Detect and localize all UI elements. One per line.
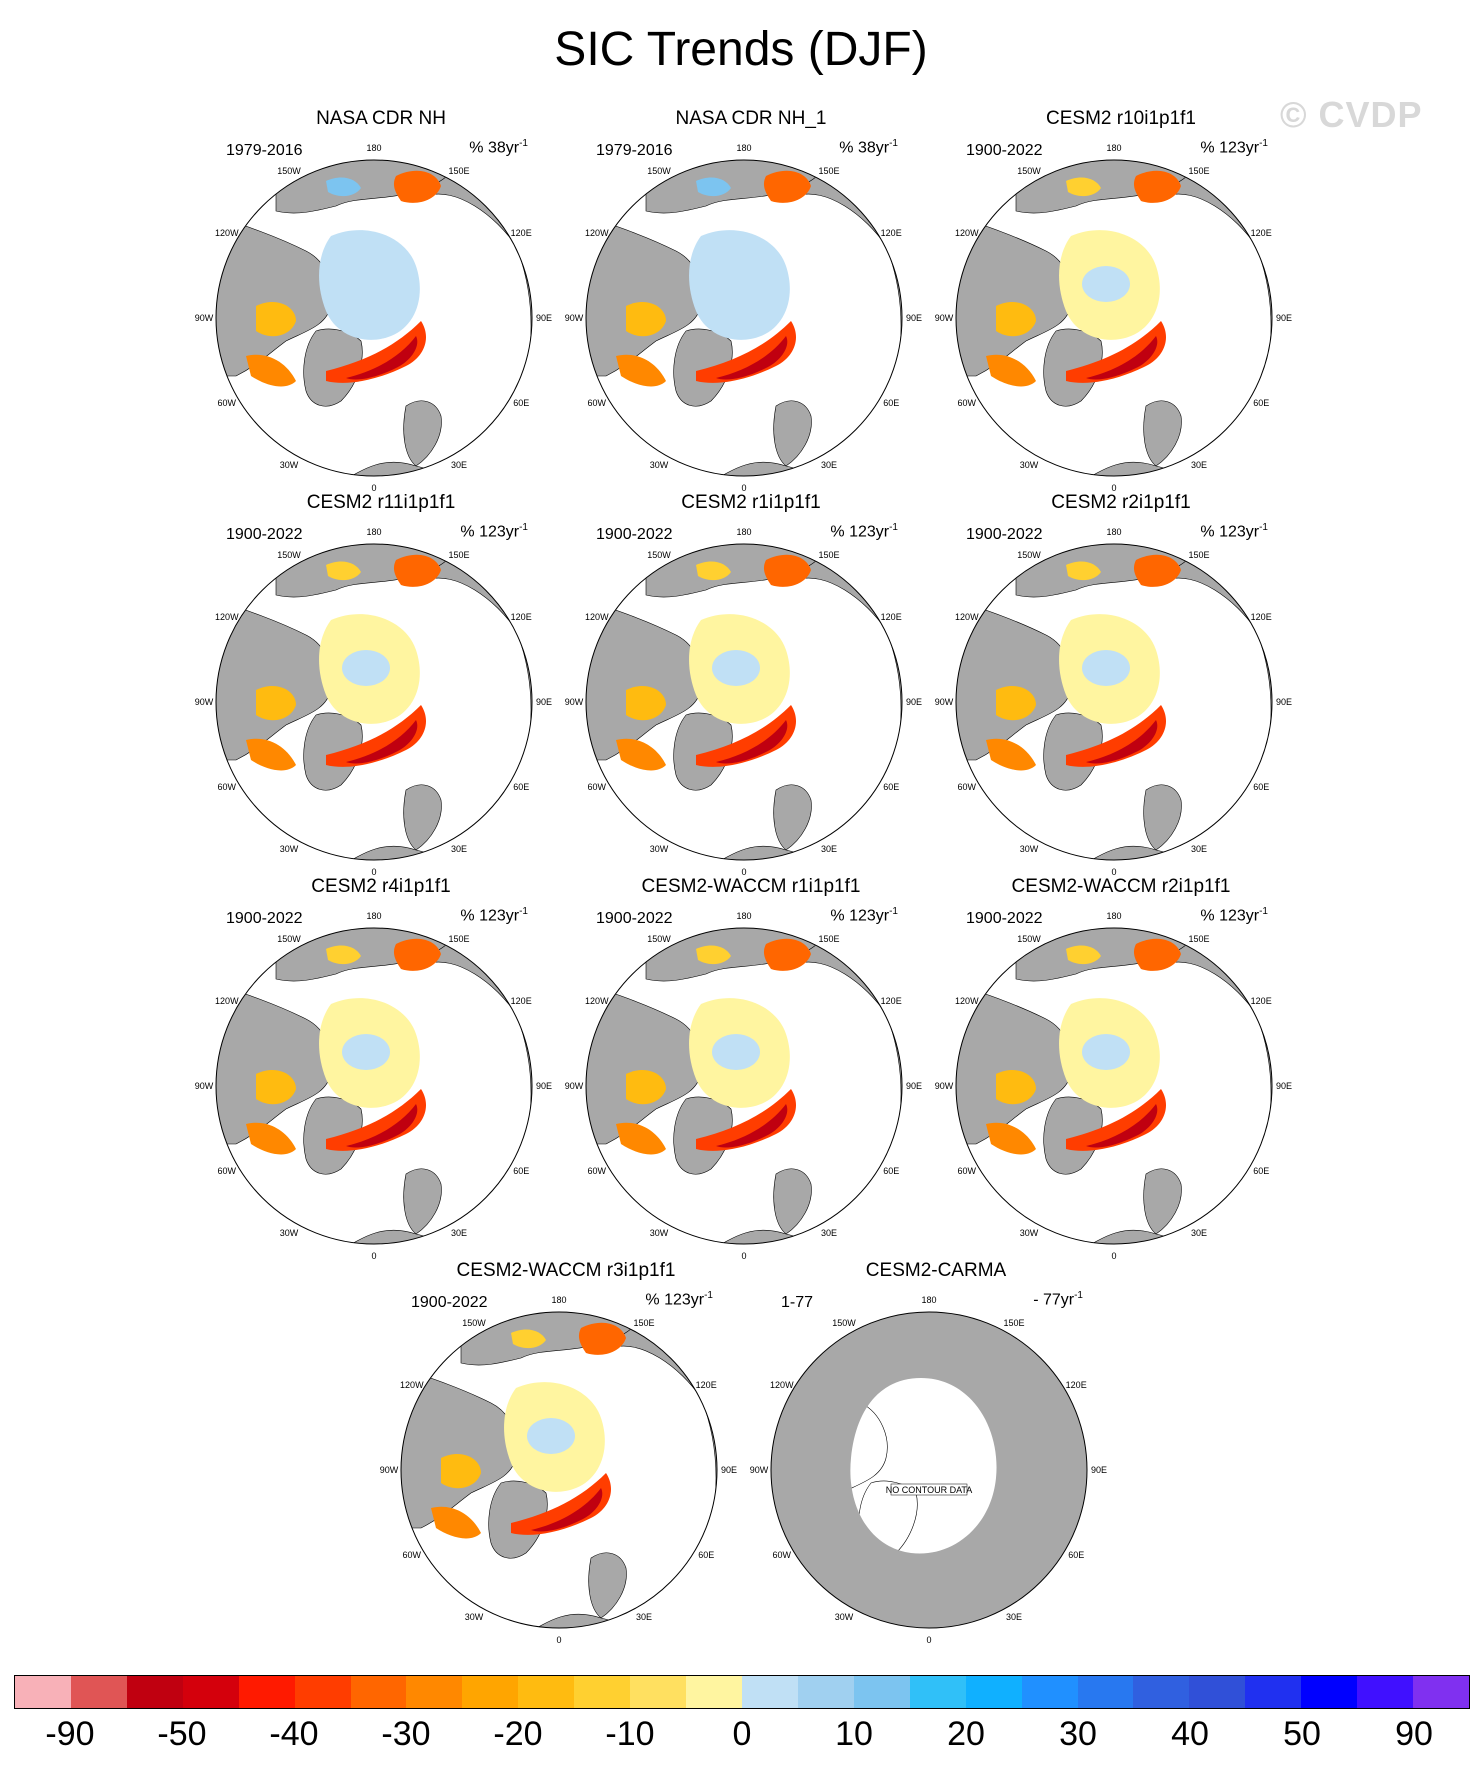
colorbar-swatch [1189, 1676, 1245, 1708]
panel-title: CESM2 r4i1p1f1 [311, 876, 451, 897]
longitude-label: 120E [880, 996, 902, 1006]
colorbar-swatch [15, 1676, 71, 1708]
colorbar-swatch [742, 1676, 798, 1708]
pole-region [1082, 1034, 1130, 1070]
longitude-label: 30W [279, 1228, 299, 1239]
longitude-label: 0 [1111, 483, 1117, 493]
longitude-label: 90W [194, 1081, 214, 1091]
panel-title: CESM2-WACCM r1i1p1f1 [641, 876, 861, 897]
map-panel [934, 492, 1306, 877]
page-title: SIC Trends (DJF) [554, 23, 928, 76]
longitude-label: 180 [736, 143, 752, 153]
colorbar-tick-label: 50 [1283, 1715, 1321, 1753]
colorbar-labels [14, 1715, 1470, 1755]
colorbar-swatch [574, 1676, 630, 1708]
longitude-label: 120E [1250, 228, 1272, 238]
panel-title: CESM2-CARMA [865, 1260, 1007, 1281]
longitude-label: 30E [820, 1228, 838, 1239]
longitude-label: 120E [1065, 1380, 1087, 1390]
longitude-label: 30E [1190, 1228, 1208, 1239]
map-body [206, 530, 546, 870]
colorbar-swatch [127, 1676, 183, 1708]
no-data-label: NO CONTOUR DATA [885, 1485, 973, 1495]
longitude-label: 30W [279, 460, 299, 471]
colorbar-tick-label: 0 [732, 1715, 752, 1753]
longitude-label: 60E [1253, 782, 1270, 792]
longitude-label: 120W [955, 996, 979, 1006]
longitude-label: 0 [371, 867, 377, 877]
panel-years: 1900-2022 [411, 1294, 488, 1311]
panel-units [830, 906, 898, 925]
longitude-label: 150W [647, 549, 671, 560]
longitude-label: 90W [379, 1465, 399, 1475]
longitude-label: 60W [587, 782, 607, 792]
map-panel [934, 876, 1306, 1261]
longitude-label: 30E [450, 844, 468, 855]
longitude-label: 90E [535, 313, 553, 323]
longitude-label: 0 [741, 1251, 747, 1261]
longitude-label: 90W [194, 697, 214, 707]
longitude-label: 180 [551, 1295, 567, 1305]
longitude-label: 60W [587, 398, 607, 408]
pole-region [1082, 650, 1130, 686]
longitude-label: 150W [277, 933, 301, 944]
longitude-label: 60W [217, 1166, 237, 1176]
longitude-label: 30W [649, 460, 669, 471]
longitude-label: 30E [1190, 460, 1208, 471]
longitude-label: 60E [1253, 398, 1270, 408]
longitude-label: 30E [820, 460, 838, 471]
panel-units [1033, 1290, 1083, 1309]
panel-title: CESM2 r1i1p1f1 [681, 492, 821, 513]
longitude-label: 180 [366, 911, 382, 921]
map-panel [564, 492, 936, 877]
colorbar-tick-label: 20 [947, 1715, 985, 1753]
pole-region [1082, 266, 1130, 302]
panel-years: 1979-2016 [596, 142, 673, 159]
longitude-label: 150E [1188, 933, 1210, 944]
longitude-label: 120E [880, 612, 902, 622]
longitude-label: 150E [448, 165, 470, 176]
longitude-label: 150E [1003, 1317, 1025, 1328]
longitude-label: 30W [464, 1612, 484, 1623]
colorbar-swatch [1245, 1676, 1301, 1708]
longitude-label: 150W [1017, 933, 1041, 944]
longitude-label: 0 [1111, 1251, 1117, 1261]
colorbar-tick-label: -10 [605, 1715, 655, 1753]
map-panel [194, 876, 566, 1261]
units-exponent: -1 [519, 522, 528, 533]
longitude-label: 30E [1005, 1612, 1023, 1623]
map-panel [194, 492, 566, 877]
longitude-label: 60E [1253, 1166, 1270, 1176]
longitude-label: 30W [1019, 460, 1039, 471]
colorbar-swatch [630, 1676, 686, 1708]
longitude-label: 180 [736, 527, 752, 537]
colorbar-swatch [966, 1676, 1022, 1708]
colorbar-swatch [1078, 1676, 1134, 1708]
longitude-label: 90E [535, 1081, 553, 1091]
units-exponent: -1 [889, 906, 898, 917]
panel-units [1200, 522, 1268, 541]
panel-title: CESM2 r11i1p1f1 [306, 492, 456, 513]
units-text: % 123yr [645, 1291, 705, 1309]
longitude-label: 90E [905, 313, 923, 323]
longitude-label: 90E [535, 697, 553, 707]
longitude-label: 0 [556, 1635, 562, 1645]
longitude-label: 30W [834, 1612, 854, 1623]
colorbar-swatch [518, 1676, 574, 1708]
longitude-label: 0 [371, 483, 377, 493]
panel-years: 1900-2022 [966, 910, 1043, 927]
longitude-label: 90E [1275, 1081, 1293, 1091]
longitude-label: 90W [749, 1465, 769, 1475]
longitude-label: 150W [647, 933, 671, 944]
units-text: % 123yr [830, 907, 890, 925]
map-panel [934, 108, 1306, 493]
colorbar-swatch [239, 1676, 295, 1708]
longitude-label: 60W [957, 398, 977, 408]
longitude-label: 120W [215, 996, 239, 1006]
watermark-logo: © CVDP [1280, 94, 1423, 135]
longitude-label: 60E [1068, 1550, 1085, 1560]
panel-title: NASA CDR NH [316, 108, 446, 129]
longitude-label: 30W [1019, 1228, 1039, 1239]
longitude-label: 90W [934, 1081, 954, 1091]
longitude-label: 90W [194, 313, 214, 323]
longitude-label: 90E [1275, 697, 1293, 707]
longitude-label: 150W [1017, 165, 1041, 176]
map-body [206, 914, 546, 1254]
longitude-label: 120W [215, 612, 239, 622]
longitude-label: 180 [1106, 143, 1122, 153]
units-text: % 38yr [839, 139, 890, 157]
colorbar-swatch [798, 1676, 854, 1708]
colorbar-tick-label: -90 [45, 1715, 95, 1753]
colorbar-swatch [1413, 1676, 1469, 1708]
colorbar-swatch [71, 1676, 127, 1708]
longitude-label: 30W [279, 844, 299, 855]
longitude-label: 120E [510, 612, 532, 622]
longitude-label: 150E [818, 933, 840, 944]
longitude-label: 90E [1090, 1465, 1108, 1475]
units-text: % 123yr [1200, 139, 1260, 157]
panel-title: CESM2 r2i1p1f1 [1051, 492, 1191, 513]
longitude-label: 30E [635, 1612, 653, 1623]
longitude-label: 120E [1250, 996, 1272, 1006]
map-body [391, 1298, 731, 1638]
map-body [946, 914, 1286, 1254]
longitude-label: 60W [957, 1166, 977, 1176]
colorbar-tick-label: 30 [1059, 1715, 1097, 1753]
longitude-label: 120W [585, 996, 609, 1006]
units-exponent: -1 [1074, 1290, 1083, 1301]
map-panel [749, 1260, 1121, 1645]
pole-region [712, 650, 760, 686]
longitude-label: 0 [741, 483, 747, 493]
longitude-label: 0 [926, 1635, 932, 1645]
longitude-label: 180 [366, 527, 382, 537]
colorbar-swatch [686, 1676, 742, 1708]
longitude-label: 30E [450, 460, 468, 471]
colorbar-tick-label: -20 [493, 1715, 543, 1753]
units-text: % 123yr [1200, 523, 1260, 541]
panel-years: 1979-2016 [226, 142, 303, 159]
longitude-label: 30W [649, 844, 669, 855]
pole-region [342, 1034, 390, 1070]
map-body [761, 1298, 1101, 1638]
longitude-label: 150E [448, 549, 470, 560]
longitude-label: 120E [695, 1380, 717, 1390]
map-body [206, 146, 546, 486]
longitude-label: 0 [1111, 867, 1117, 877]
longitude-label: 90E [905, 697, 923, 707]
longitude-label: 90E [1275, 313, 1293, 323]
units-exponent: -1 [889, 522, 898, 533]
colorbar-tick-label: 40 [1171, 1715, 1209, 1753]
longitude-label: 120W [400, 1380, 424, 1390]
longitude-label: 120E [510, 228, 532, 238]
units-exponent: -1 [704, 1290, 713, 1301]
units-text: % 123yr [830, 523, 890, 541]
colorbar-swatch [854, 1676, 910, 1708]
colorbar-swatch [1357, 1676, 1413, 1708]
units-text: % 123yr [1200, 907, 1260, 925]
colorbar-swatch [406, 1676, 462, 1708]
longitude-label: 150E [818, 165, 840, 176]
panel-title: CESM2-WACCM r3i1p1f1 [456, 1260, 676, 1281]
panel-units [469, 138, 528, 157]
longitude-label: 30W [649, 1228, 669, 1239]
panel-years: 1900-2022 [966, 526, 1043, 543]
longitude-label: 60E [513, 782, 530, 792]
pole-region [527, 1418, 575, 1454]
panel-years: 1900-2022 [226, 526, 303, 543]
colorbar [14, 1675, 1470, 1709]
longitude-label: 60W [217, 398, 237, 408]
panel-units [1200, 906, 1268, 925]
longitude-label: 120W [770, 1380, 794, 1390]
colorbar-tick-label: 90 [1395, 1715, 1433, 1753]
longitude-label: 90W [934, 313, 954, 323]
units-exponent: -1 [519, 138, 528, 149]
longitude-label: 150W [647, 165, 671, 176]
longitude-label: 60E [883, 398, 900, 408]
longitude-label: 60W [772, 1550, 792, 1560]
map-panel [379, 1260, 751, 1645]
pole-region [342, 650, 390, 686]
longitude-label: 90W [934, 697, 954, 707]
colorbar-tick-label: -30 [381, 1715, 431, 1753]
longitude-label: 150E [448, 933, 470, 944]
longitude-label: 60W [957, 782, 977, 792]
longitude-label: 90W [564, 1081, 584, 1091]
longitude-label: 180 [1106, 527, 1122, 537]
longitude-label: 30E [1190, 844, 1208, 855]
colorbar-swatch [183, 1676, 239, 1708]
longitude-label: 180 [921, 1295, 937, 1305]
longitude-label: 30E [820, 844, 838, 855]
longitude-label: 60E [883, 1166, 900, 1176]
pole-region [712, 266, 760, 302]
longitude-label: 150W [462, 1317, 486, 1328]
units-text: % 123yr [460, 907, 520, 925]
colorbar-swatch [1301, 1676, 1357, 1708]
longitude-label: 180 [1106, 911, 1122, 921]
longitude-label: 150W [277, 549, 301, 560]
longitude-label: 120W [585, 612, 609, 622]
units-exponent: -1 [889, 138, 898, 149]
units-text: - 77yr [1033, 1291, 1075, 1309]
units-exponent: -1 [1259, 138, 1268, 149]
colorbar-swatch [1022, 1676, 1078, 1708]
panel-units [460, 906, 528, 925]
longitude-label: 60W [587, 1166, 607, 1176]
panel-units [839, 138, 898, 157]
panel-years: 1900-2022 [596, 526, 673, 543]
units-exponent: -1 [1259, 906, 1268, 917]
longitude-label: 60W [402, 1550, 422, 1560]
longitude-label: 120W [955, 612, 979, 622]
longitude-label: 90W [564, 697, 584, 707]
units-exponent: -1 [519, 906, 528, 917]
longitude-label: 150E [818, 549, 840, 560]
panel-units [460, 522, 528, 541]
longitude-label: 120W [215, 228, 239, 238]
longitude-label: 30E [450, 1228, 468, 1239]
panel-years: 1-77 [781, 1294, 814, 1311]
panel-years: 1900-2022 [966, 142, 1043, 159]
longitude-label: 90W [564, 313, 584, 323]
longitude-label: 90E [905, 1081, 923, 1091]
map-panel [564, 876, 936, 1261]
pole-region [712, 1034, 760, 1070]
longitude-label: 90E [720, 1465, 738, 1475]
longitude-label: 150W [832, 1317, 856, 1328]
longitude-label: 0 [741, 867, 747, 877]
units-exponent: -1 [1259, 522, 1268, 533]
longitude-label: 150E [1188, 165, 1210, 176]
colorbar-tick-label: 10 [835, 1715, 873, 1753]
map-body [576, 530, 916, 870]
map-body [576, 914, 916, 1254]
map-body [946, 530, 1286, 870]
map-body [946, 146, 1286, 486]
longitude-label: 150W [1017, 549, 1041, 560]
longitude-label: 180 [736, 911, 752, 921]
longitude-label: 60W [217, 782, 237, 792]
map-panel [564, 108, 936, 493]
colorbar-tick-label: -40 [269, 1715, 319, 1753]
colorbar-tick-label: -50 [157, 1715, 207, 1753]
longitude-label: 120W [955, 228, 979, 238]
longitude-label: 150E [633, 1317, 655, 1328]
colorbar-swatch [1133, 1676, 1189, 1708]
longitude-label: 60E [513, 1166, 530, 1176]
map-panel [194, 108, 566, 493]
longitude-label: 60E [883, 782, 900, 792]
units-text: % 38yr [469, 139, 520, 157]
longitude-label: 120W [585, 228, 609, 238]
units-text: % 123yr [460, 523, 520, 541]
longitude-label: 150E [1188, 549, 1210, 560]
longitude-label: 0 [371, 1251, 377, 1261]
panel-title: CESM2 r10i1p1f1 [1046, 108, 1196, 129]
longitude-label: 60E [698, 1550, 715, 1560]
longitude-label: 30W [1019, 844, 1039, 855]
map-body [576, 146, 916, 486]
panel-units [645, 1290, 713, 1309]
longitude-label: 120E [1250, 612, 1272, 622]
colorbar-swatch [910, 1676, 966, 1708]
longitude-label: 150W [277, 165, 301, 176]
colorbar-swatch [295, 1676, 351, 1708]
colorbar-swatch [351, 1676, 407, 1708]
panel-title: CESM2-WACCM r2i1p1f1 [1011, 876, 1231, 897]
longitude-label: 120E [510, 996, 532, 1006]
panel-years: 1900-2022 [596, 910, 673, 927]
longitude-label: 120E [880, 228, 902, 238]
longitude-label: 180 [366, 143, 382, 153]
panel-years: 1900-2022 [226, 910, 303, 927]
panel-title: NASA CDR NH_1 [675, 108, 827, 129]
pole-region [342, 266, 390, 302]
colorbar-swatch [462, 1676, 518, 1708]
longitude-label: 60E [513, 398, 530, 408]
panel-units [1200, 138, 1268, 157]
panel-units [830, 522, 898, 541]
